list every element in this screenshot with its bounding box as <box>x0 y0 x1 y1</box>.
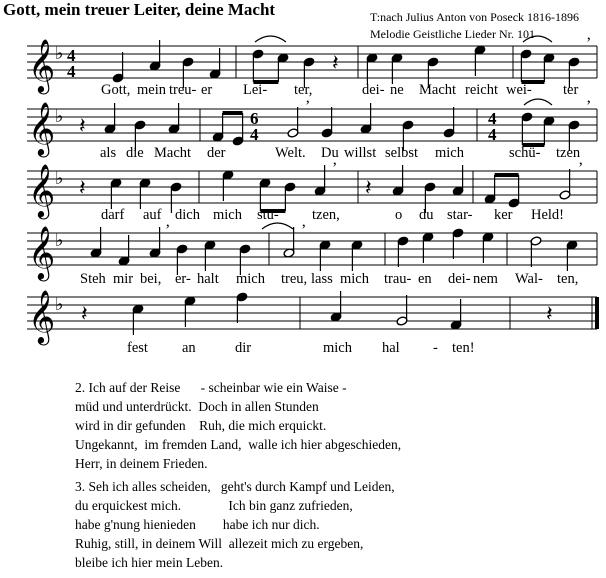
lyric-syllable: wei- <box>506 82 532 98</box>
quarter-rest-icon: 𝄽 <box>546 302 553 327</box>
stanza-line: Ruhig, still, in deinem Will allezeit mich zu ergeben, <box>75 536 364 551</box>
lyric-syllable: willst <box>344 145 377 161</box>
lyric-syllable: mich <box>435 145 464 161</box>
stanza-line: bleibe ich hier mein Leben. <box>75 555 224 570</box>
lyric-syllable: Macht <box>419 82 457 98</box>
lyric-syllable: mein <box>137 82 166 98</box>
quarter-rest-icon: 𝄽 <box>79 176 86 201</box>
breath-mark-icon: ’ <box>301 222 307 239</box>
time-signature-top: 4 <box>488 109 497 128</box>
lyric-syllable: Lei- <box>243 82 268 98</box>
lyric-syllable: mich <box>236 271 265 287</box>
lyric-syllable: darf <box>101 207 125 223</box>
lyric-syllable: ten! <box>452 340 475 356</box>
lyric-syllable: mir <box>113 271 134 287</box>
text-credit: T:nach Julius Anton von Poseck 1816-1896 <box>370 10 580 24</box>
treble-clef-icon: 𝄞 <box>28 289 56 343</box>
stanza-line: habe g'nung hienieden habe ich nur dich. <box>75 517 320 532</box>
lyric-syllable: o <box>395 207 403 223</box>
lyric-syllable: an <box>182 340 196 356</box>
lyric-syllable: ten, <box>557 271 579 287</box>
stanza-line: du erquickest mich. Ich bin ganz zufrieden, <box>75 498 353 513</box>
key-flat-icon: ♭ <box>55 106 64 127</box>
melody-credit: Melodie Geistliche Lieder Nr. 101 <box>370 27 535 41</box>
lyric-syllable: star- <box>447 207 473 223</box>
lyric-syllable: tzen <box>556 145 581 161</box>
key-flat-icon: ♭ <box>55 43 64 64</box>
lyric-syllable: Welt. <box>275 145 306 161</box>
lyric-syllable: ne <box>390 82 404 98</box>
lyric-syllable: bei, <box>140 271 162 287</box>
lyric-syllable: dei- <box>362 82 385 98</box>
lyric-syllable: er <box>201 82 213 98</box>
lyric-syllable: dei- <box>448 271 471 287</box>
time-signature-top: 4 <box>67 46 76 65</box>
lyric-syllable: - <box>433 340 438 356</box>
lyric-syllable: halt <box>197 271 219 287</box>
lyric-syllable: dir <box>235 340 252 356</box>
lyric-syllable: lass <box>311 271 333 287</box>
lyric-syllable: treu, <box>281 271 308 287</box>
lyric-syllable: hal <box>382 340 400 356</box>
lyric-syllable: en <box>418 271 432 287</box>
lyric-syllable: stü- <box>257 207 279 223</box>
lyric-syllable: der <box>207 145 226 161</box>
lyric-syllable: Du <box>321 145 339 161</box>
lyric-syllable: reicht <box>465 82 499 98</box>
lyric-syllable: mich <box>323 340 352 356</box>
lyric-syllable: Macht <box>154 145 192 161</box>
lyric-syllable: er- <box>175 271 191 287</box>
treble-clef-icon: 𝄞 <box>28 163 56 217</box>
lyric-syllable: schü- <box>509 145 541 161</box>
lyric-syllable: dich <box>175 207 200 223</box>
time-signature-top: 6 <box>250 109 259 128</box>
treble-clef-icon: 𝄞 <box>28 101 56 155</box>
lyric-syllable: mich <box>213 207 242 223</box>
stanza-line: 2. Ich auf der Reise - scheinbar wie ein Waise - <box>75 380 347 395</box>
stanza-line: Ungekannt, im fremden Land, walle ich hier abgeschieden, <box>75 437 402 452</box>
treble-clef-icon: 𝄞 <box>28 38 56 92</box>
lyric-syllable: fest <box>127 340 148 356</box>
quarter-rest-icon: 𝄽 <box>81 302 88 327</box>
time-signature-bottom: 4 <box>67 62 76 81</box>
lyric-syllable: tzen, <box>312 207 340 223</box>
slur <box>524 99 552 105</box>
breath-mark-icon: ’ <box>578 160 584 177</box>
lyric-syllable: Held! <box>531 207 565 223</box>
stanza-3 <box>75 477 395 572</box>
slur <box>255 36 286 42</box>
lyric-syllable: treu- <box>169 82 197 98</box>
lyric-syllable: Gott, <box>101 82 131 98</box>
breath-mark-icon: ’ <box>586 98 592 115</box>
stanza-line: müd und unterdrückt. Doch in allen Stunden <box>75 399 319 414</box>
stanza-2 <box>75 378 401 473</box>
lyric-syllable: nem <box>473 271 498 287</box>
stanza-line: Herr, in deinem Frieden. <box>75 456 208 471</box>
treble-clef-icon: 𝄞 <box>28 225 56 279</box>
key-flat-icon: ♭ <box>55 294 64 315</box>
quarter-rest-icon: 𝄽 <box>365 176 372 201</box>
lyric-syllable: Steh <box>80 271 106 287</box>
lyric-syllable: auf <box>143 207 162 223</box>
song-title: Gott, mein treuer Leiter, deine Macht <box>3 0 276 19</box>
lyric-syllable: Wal- <box>515 271 543 287</box>
stanza-line: 3. Seh ich alles scheiden, geht's durch Kampf und Leiden, <box>75 479 395 494</box>
breath-mark-icon: ’ <box>165 222 171 239</box>
quarter-rest-icon: 𝄽 <box>79 114 86 139</box>
lyric-syllable: die <box>126 145 144 161</box>
lyric-syllable: du <box>419 207 434 223</box>
key-flat-icon: ♭ <box>55 168 64 189</box>
quarter-rest-icon: 𝄽 <box>332 51 339 76</box>
key-flat-icon: ♭ <box>55 230 64 251</box>
breath-mark-icon: ’ <box>586 35 592 52</box>
lyric-syllable: selbst <box>385 145 419 161</box>
stanza-line: wird in dir gefunden Ruh, die mich erquickt. <box>75 418 327 433</box>
lyric-syllable: trau- <box>384 271 412 287</box>
lyric-syllable: ter, <box>294 82 313 98</box>
time-signature-bottom: 4 <box>488 125 497 144</box>
breath-mark-icon: ’ <box>332 160 338 177</box>
lyric-syllable: ker <box>494 207 513 223</box>
slur <box>523 36 552 42</box>
time-signature-bottom: 4 <box>250 125 259 144</box>
lyric-syllable: ter <box>563 82 579 98</box>
lyric-syllable: mich <box>340 271 369 287</box>
lyric-syllable: als <box>100 145 117 161</box>
breath-mark-icon: ’ <box>305 98 311 115</box>
